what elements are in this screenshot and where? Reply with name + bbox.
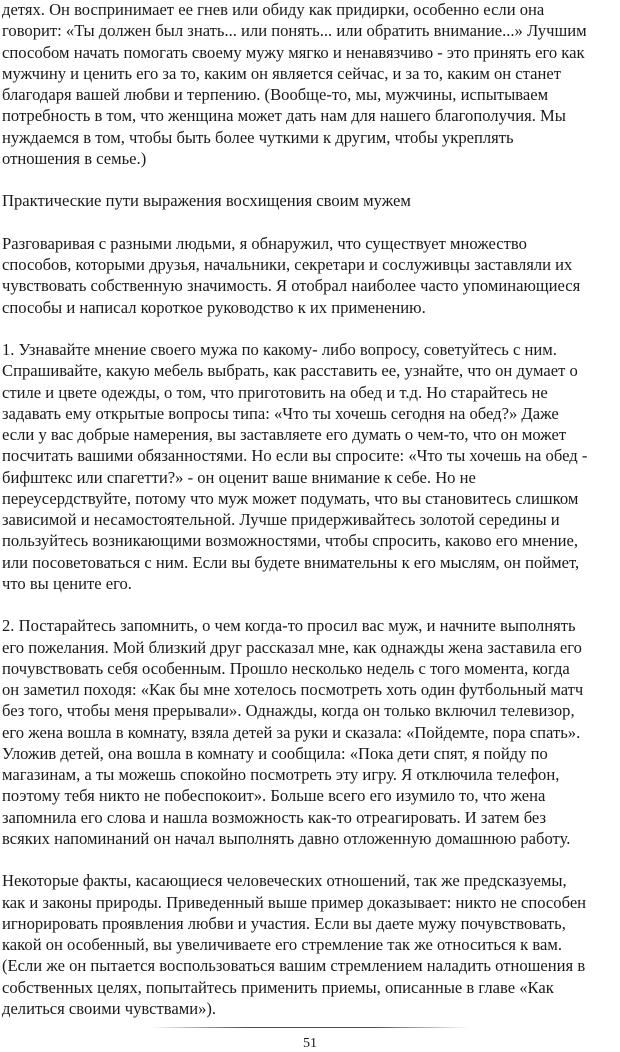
text-line: способов, которыми друзья, начальники, секретари и сослуживцы заставляли их [2,255,573,274]
text-line: Разговаривая с разными людьми, я обнаружил, что существует множество [2,233,527,253]
text-line: говорит: «Ты должен был знать... или понять... или обратить внимание...» Лучшим [2,21,587,41]
text-line: мужчину и ценить его за то, каким он является сейчас, и за то, каким он станет [2,63,561,83]
text-line: переусердствуйте, потому что муж может подумать, что вы становитесь слишком [2,488,579,508]
text-line: всяких напоминаний он начал выполнять давно отложенную домашнюю работу. [2,828,571,848]
text-line: задавать ему открытые вопросы типа: «Что ты хочешь сегодня на обед?» Даже [2,403,559,423]
text-line: потребность в том, что женщина может дать нам для нашего благополучия. Мы [2,106,566,126]
text-line: без того, чтобы меня прерывали». Однажды, когда он только включил телевизор, [2,701,575,721]
text-line: благодаря вашей любви и терпению. (Вообще-то, мы, мужчины, испытываем [2,85,549,104]
text-line: пользуйтесь возникающими возможностями, чтобы спросить, каково его мнение, [2,531,578,551]
text-line: бифштекс или спагетти?» - он оценит ваше внимание к себе. Но не [2,467,476,487]
text-line: нуждаемся в том, чтобы быть более чуткими к другим, чтобы укреплять [2,127,514,147]
text-line: поэтому тебя никто не побеспокоит». Больше всего его изумило то, что жена [2,786,546,806]
text-line: стиле и цвете одежды, о том, что приготовить на обед и т.д. Но старайтесь не [2,382,548,402]
footer-divider [150,1027,470,1028]
text-line: зависимой и несамостоятельной. Лучше придерживайтесь золотой середины и [2,510,560,529]
text-line: его пожелания. Мой близкий друг рассказал мне, как однажды жена заставила его [2,637,582,657]
text-line: отношения в семье.) [2,148,147,168]
text-line: как и законы природы. Приведенный выше пример доказывает: никто не способен [2,892,587,912]
page-number: 51 [303,1036,317,1051]
text-line: запомнила его слова и нашла возможность как-то отреагировать. И затем без [2,807,547,827]
text-line: или посоветоваться с ним. Если вы будете внимательны к его мыслям, он поймет, [2,552,580,572]
text-line: чувствовать собственную значимость. Я отобрал наиболее часто упоминающиеся [2,276,581,296]
text-line: способом начать помогать своему мужу мягко и ненавязчиво - это принять его как [2,42,585,62]
text-line: что вы цените его. [2,573,132,593]
text-line: 1. Узнавайте мнение своего мужа по какому- либо вопросу, советуйтесь с ним. [2,340,557,359]
text-line: делиться своими чувствами»). [2,998,217,1018]
text-line: посчитать вашими обязанностями. Но если вы спросите: «Что ты хочешь на обед - [2,446,588,466]
text-line: Спрашивайте, какую мебель выбрать, как расставить ее, узнайте, что он думает о [2,361,578,381]
text-line: он заметил походя: «Как бы мне хотелось посмотреть хоть один футбольный матч [2,680,584,699]
text-line: игнорировать проявления любви и участия. Если вы даете мужу почувствовать, [2,913,566,933]
text-line: 2. Постарайтесь запомнить, о чем когда-то просил вас муж, и начните выполнять [2,616,576,636]
text-line: способы и написал короткое руководство к их применению. [2,297,426,317]
text-line: детях. Он воспринимает ее гнев или обиду как придирки, особенно если она [2,0,545,19]
text-line: почувствовать себя особенным. Прошло несколько недель с того момента, когда [2,658,570,678]
text-line: собственных целях, попытайтесь применить приемы, описанные в главе «Как [2,977,554,997]
text-line: (Если же он пытается воспользоваться вашим стремлением наладить отношения в [2,956,586,976]
text-line: его жена вошла в комнату, взяла детей за руки и сказала: «Пойдемте, пора спать». [2,722,581,742]
text-line: если у вас добрые намерения, вы заставляете его думать о чем-то, что он может [2,425,567,444]
text-line: какой он особенный, вы увеличиваете его стремление так же относиться к вам. [2,935,562,954]
text-line: Некоторые факты, касающиеся человеческих отношений, так же предсказуемы, [2,871,567,891]
section-heading: Практические пути выражения восхищения своим мужем [2,191,411,211]
text-line: магазинам, а ты можешь спокойно посмотреть эту игру. Я отключила телефон, [2,765,560,784]
text-line: Уложив детей, она вошла в комнату и сообщила: «Пока дети спят, я пойду по [2,743,548,763]
